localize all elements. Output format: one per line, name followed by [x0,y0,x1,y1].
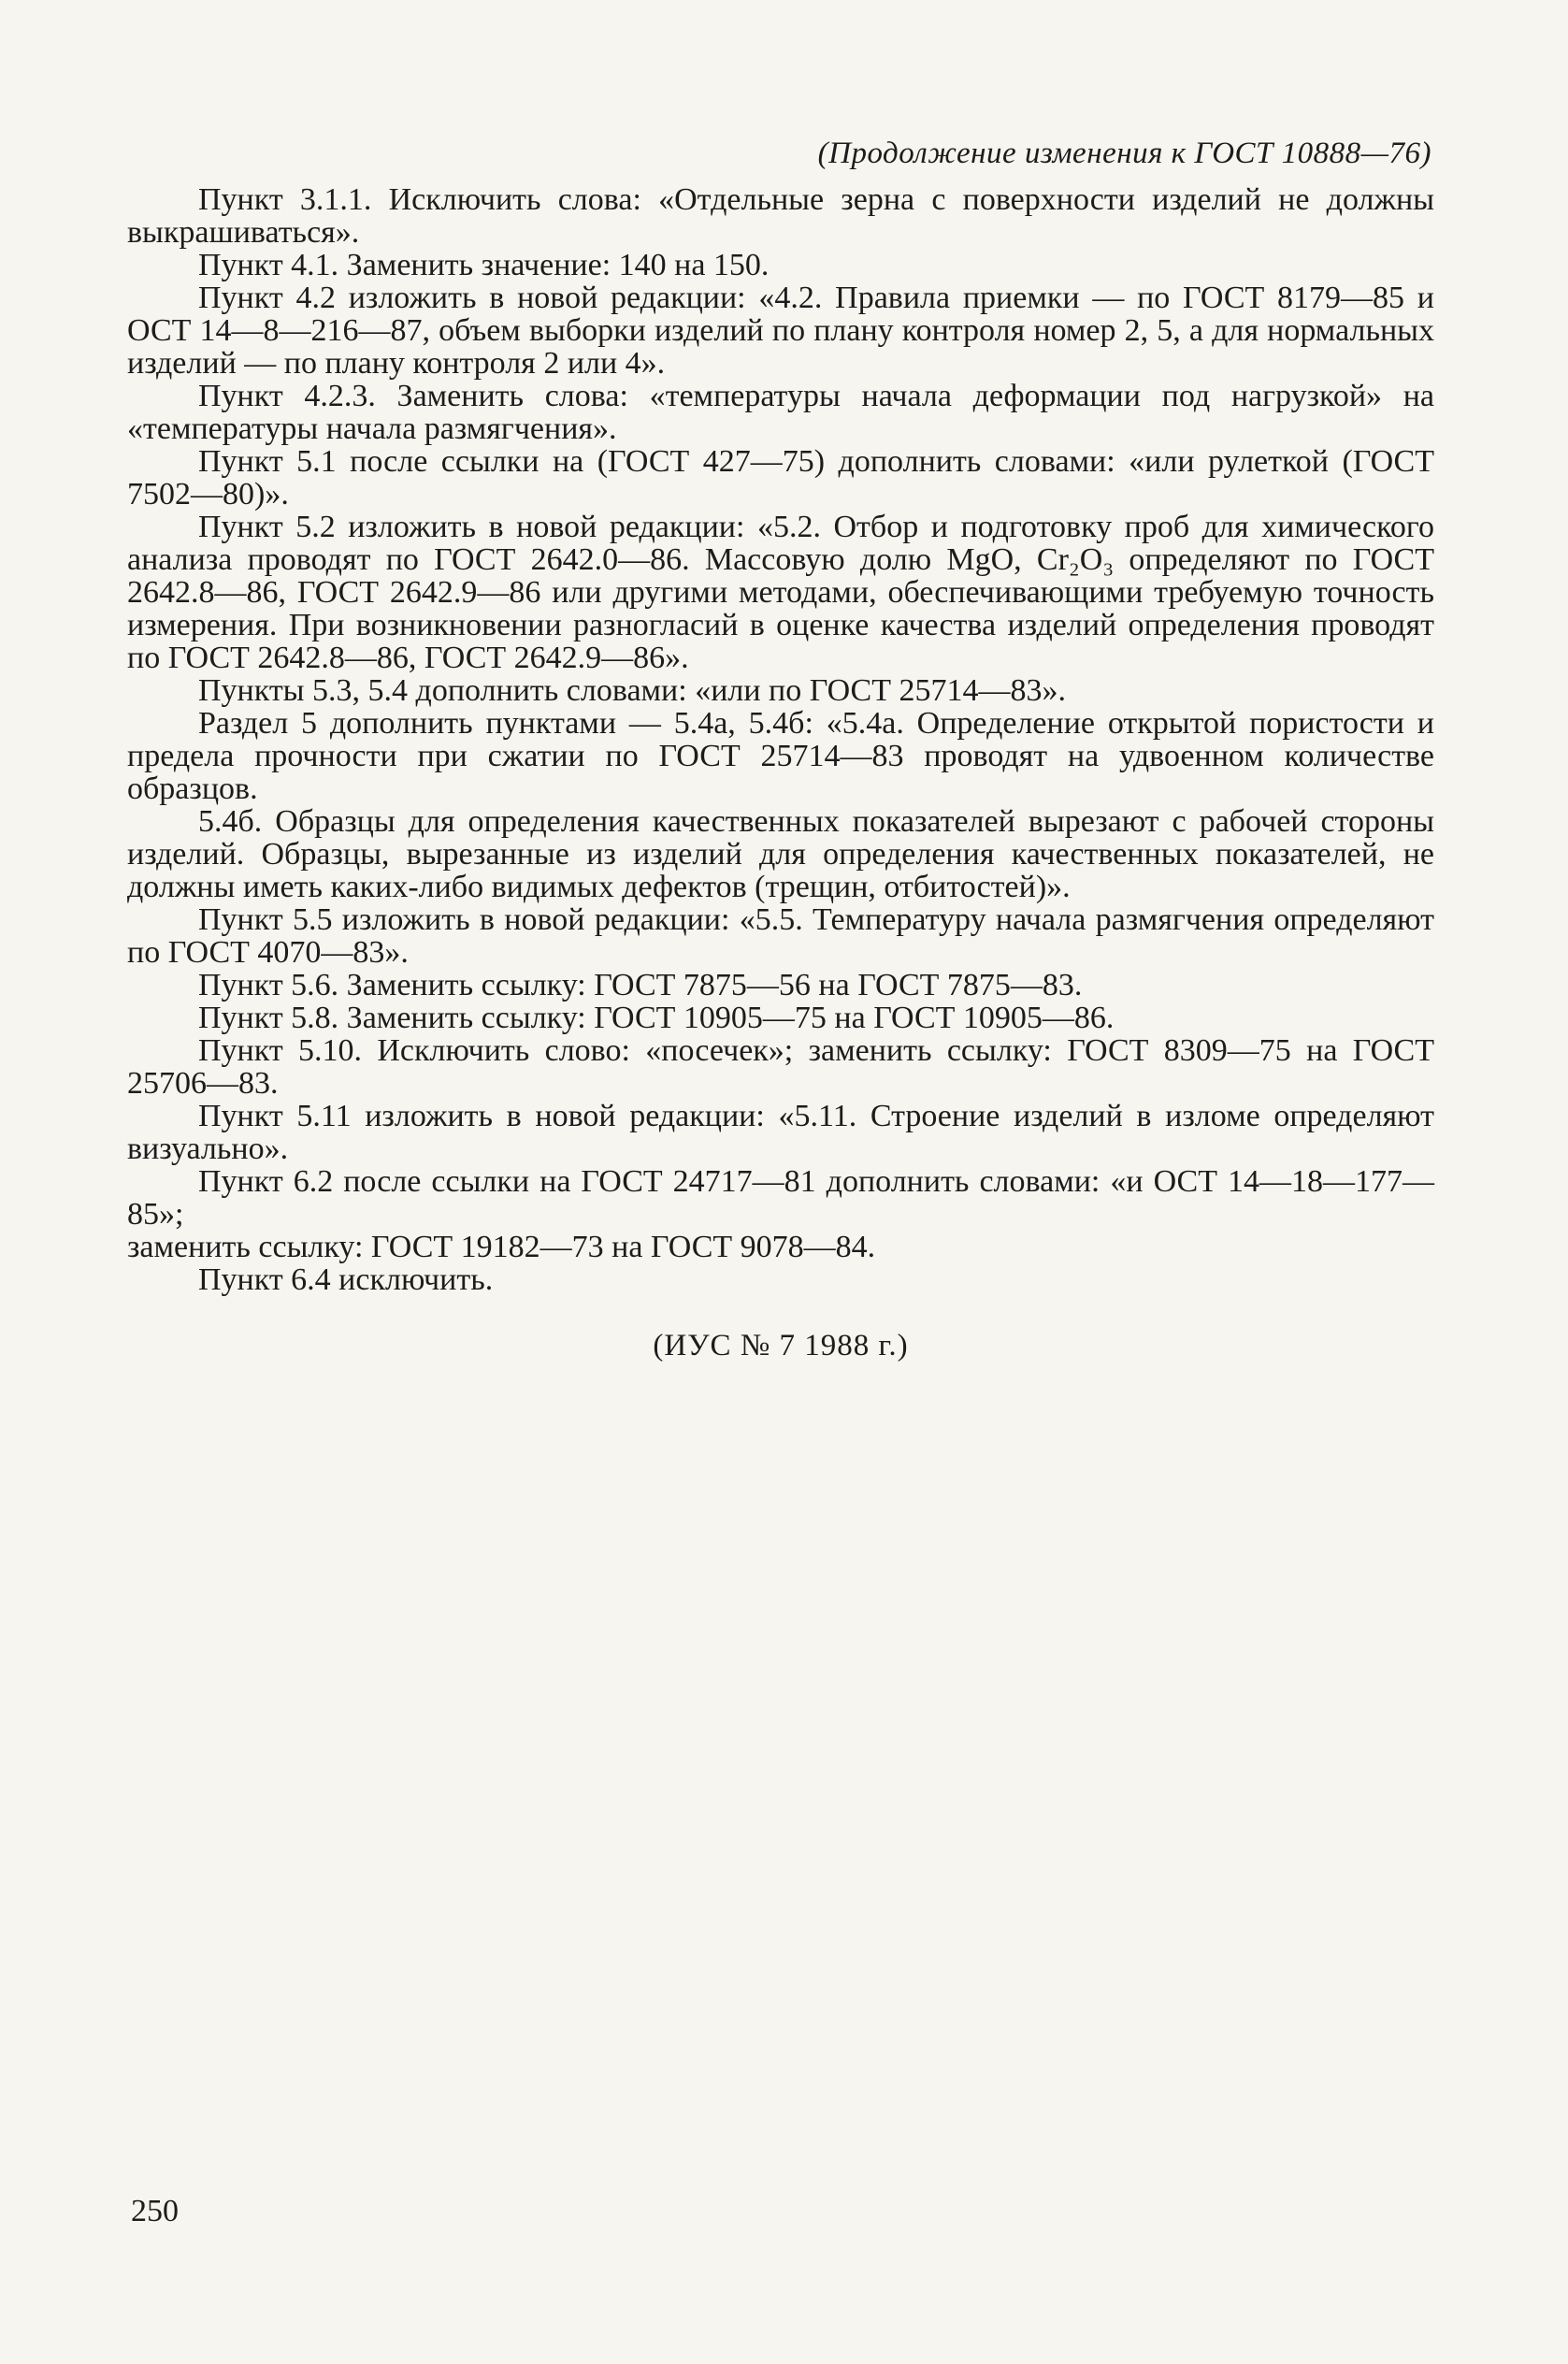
paragraph-4-1: Пункт 4.1. Заменить значение: 140 на 150. [198,248,770,282]
paragraph-6-2: Пункт 6.2 после ссылки на ГОСТ 24717—81 дополнить словами: «и ОСТ 14—18—177—85»; [127,1164,1434,1232]
source-note: (ИУС № 7 1988 г.) [653,1329,909,1362]
page-header: (Продолжение изменения к ГОСТ 10888—76) [817,137,1431,170]
paragraph-6-2-continued: заменить ссылку: ГОСТ 19182—73 на ГОСТ 9078—84. [127,1230,876,1264]
paragraph-5-5: Пункт 5.5 изложить в новой редакции: «5.5. Температуру начала размягчения определяют по ГОСТ 4070—83». [127,902,1434,970]
paragraph-5-10: Пункт 5.10. Исключить слово: «посечек»; заменить ссылку: ГОСТ 8309—75 на ГОСТ 25706—83. [127,1033,1434,1101]
paragraph-section-5: Раздел 5 дополнить пунктами — 5.4а, 5.4б: «5.4а. Определение открытой пористости и предела прочности при сжатии по ГОСТ 25714—83 проводят на удвоенном количестве образцов. [127,706,1434,806]
paragraph-6-4: Пункт 6.4 исключить. [198,1262,494,1297]
paragraph-5-1: Пункт 5.1 после ссылки на (ГОСТ 427—75) дополнить словами: «или рулеткой (ГОСТ 7502—80)». [127,444,1434,512]
paragraph-4-2-3: Пункт 4.2.3. Заменить слова: «температуры начала деформации под нагрузкой» на «температуры начала размягчения». [127,379,1434,446]
paragraph-5-2: Пункт 5.2 изложить в новой редакции: «5.2. Отбор и подготовку проб для химического анализа проводят по ГОСТ 2642.0—86. Массовую долю MgO, Cr₂O₃ определяют по ГОСТ 2642.8—86, ГОСТ 2642.9—86 или другими методами, обеспечивающими требуемую точность измерения. При возникновении разногласий в оценке качества изделий определения проводят по ГОСТ 2642.8—86, ГОСТ 2642.9—86». [127,510,1434,675]
paragraph-5-4b: 5.4б. Образцы для определения качественных показателей вырезают с рабочей стороны изделий. Образцы, вырезанные из изделий для определения качественных показателей, не должны иметь каких-либо видимых дефектов (трещин, отбитостей)». [127,804,1434,904]
paragraph-5-11: Пункт 5.11 изложить в новой редакции: «5.11. Строение изделий в изломе определяют визуально». [127,1099,1434,1166]
paragraph-5-8: Пункт 5.8. Заменить ссылку: ГОСТ 10905—75 на ГОСТ 10905—86. [198,1001,1115,1035]
paragraph-5-3-5-4: Пункты 5.3, 5.4 дополнить словами: «или по ГОСТ 25714—83». [198,673,1066,708]
document-body [127,183,1434,1362]
paragraph-5-6: Пункт 5.6. Заменить ссылку: ГОСТ 7875—56 на ГОСТ 7875—83. [198,968,1083,1002]
paragraph-3-1-1: Пункт 3.1.1. Исключить слова: «Отдельные зерна с поверхности изделий не должны выкрашиваться». [127,182,1434,250]
page-number: 250 [131,2194,179,2228]
paragraph-4-2: Пункт 4.2 изложить в новой редакции: «4.2. Правила приемки — по ГОСТ 8179—85 и ОСТ 14—8—216—87, объем выборки изделий по плану контроля номер 2, 5, а для нормальных изделий — по плану контроля 2 или 4». [127,281,1434,381]
